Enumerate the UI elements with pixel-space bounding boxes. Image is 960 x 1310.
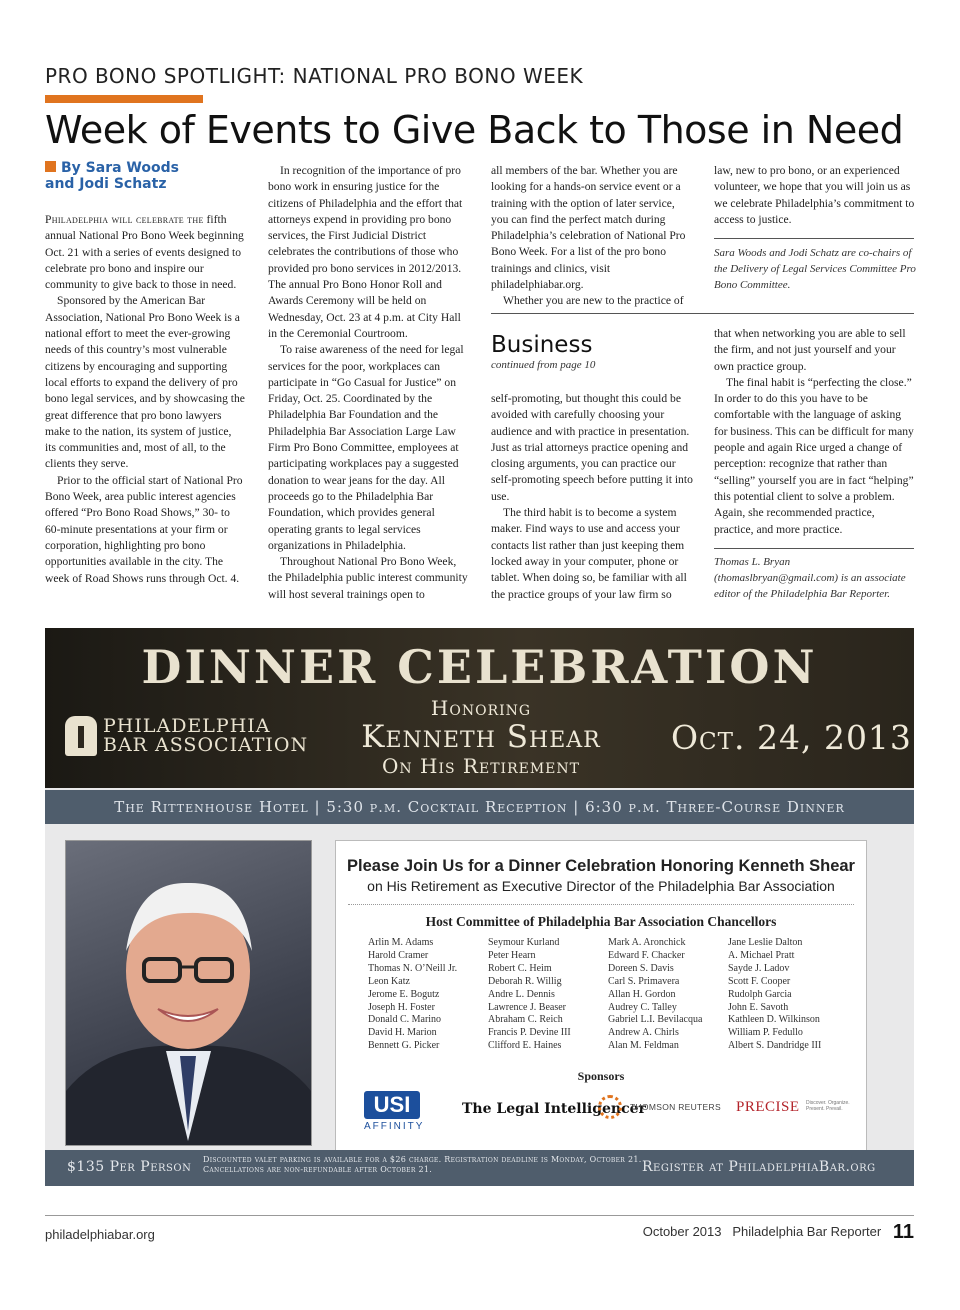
- honoree-name: Kenneth Shear: [361, 719, 601, 755]
- committee-member: Deborah R. Willig: [488, 975, 562, 987]
- logo-line-1: PHILADELPHIA: [103, 715, 271, 737]
- author-note: Thomas L. Bryan (thomaslbryan@gmail.com) is an associate editor of the Philadelphia Bar Reporter.: [714, 556, 906, 600]
- lead-in-caps: Philadelphia will celebrate the: [45, 213, 204, 226]
- footer-issue-date: October 2013: [642, 1224, 722, 1239]
- committee-member: Abraham C. Reich: [488, 1014, 563, 1026]
- sponsors-title: Sponsors: [577, 1069, 625, 1083]
- paragraph: To raise awareness of the need for legal services for the poor, workplaces can participate in “Go Casual for Justice” on Friday, Oct. 25. Coordinated by the Philadelphia Bar Foundation and the Philadelphia Bar Association Large Law Firm Pro Bono Committee, employees at participating workplaces pay a suggested donation to wear jeans for the day. All proceeds go to the Philadelphia Bar Foundation, which provides general operating grants to legal services organizations in Philadelphia.: [268, 343, 464, 552]
- liberty-bell-icon: [65, 716, 97, 756]
- committee-member: Bennett G. Picker: [368, 1040, 440, 1052]
- event-details-strip: The Rittenhouse Hotel | 5:30 p.m. Cocktail Reception | 6:30 p.m. Three-Course Dinner: [45, 790, 914, 824]
- committee-member: Clifford E. Haines: [488, 1040, 562, 1052]
- host-committee-names: [368, 937, 848, 1053]
- committee-member: Seymour Kurland: [488, 937, 560, 948]
- continued-note: continued from page 10: [491, 359, 596, 371]
- precise-logo: PRECISE: [736, 1099, 800, 1115]
- name-column: [488, 937, 608, 1053]
- section-divider: [491, 313, 914, 314]
- ad-footer-bar: [45, 1150, 914, 1186]
- divider: [714, 548, 914, 549]
- byline-line-2: and Jodi Schatz: [45, 176, 167, 192]
- honoree-block: [341, 696, 621, 778]
- article-column-3: [491, 163, 694, 310]
- footer-issue-info: [643, 1221, 914, 1244]
- kicker-accent-bar: [45, 95, 203, 103]
- fine-print: Discounted valet parking is available for a $26 charge. Registration deadline is Monday, October 21. Cancellations are non-refundable after October 21.: [203, 1155, 642, 1174]
- paragraph-text: fifth annual National Pro Bono Week beginning Oct. 21 with a series of events designed to celebrate pro bono and inspire our community to give back to those in need.: [45, 213, 244, 292]
- divider: [714, 238, 914, 239]
- committee-member: Jane Leslie Dalton: [728, 937, 803, 948]
- usi-affinity-logo: [364, 1091, 426, 1132]
- committee-member: Audrey C. Talley: [608, 1001, 677, 1013]
- committee-member: Scott F. Cooper: [728, 975, 791, 987]
- committee-member: John E. Savoth: [728, 1001, 789, 1013]
- committee-member: A. Michael Pratt: [728, 949, 795, 961]
- bar-association-logo: [65, 716, 308, 756]
- committee-member: Rudolph Garcia: [728, 988, 792, 1000]
- footer-publication: Philadelphia Bar Reporter: [732, 1224, 882, 1239]
- committee-member: Allan H. Gordon: [608, 988, 676, 1000]
- committee-member: Arlin M. Adams: [368, 937, 434, 948]
- paragraph: Throughout National Pro Bono Week, the Philadelphia public interest community will host several trainings open to: [268, 555, 468, 601]
- retirement-label: On His Retirement: [382, 754, 580, 778]
- ticket-price: $135 Per Person: [67, 1159, 192, 1175]
- committee-member: Thomas N. O’Neill Jr.: [368, 962, 458, 974]
- author-note: Sara Woods and Jodi Schatz are co-chairs of the Delivery of Legal Services Committee Pro Bono Committee.: [714, 247, 916, 291]
- byline: [45, 160, 179, 192]
- dinner-celebration-ad: [45, 628, 914, 1186]
- headline: Week of Events to Give Back to Those in Need: [45, 108, 904, 152]
- committee-member: Albert S. Dandridge III: [728, 1040, 822, 1052]
- committee-member: Carl S. Primavera: [608, 975, 680, 987]
- committee-member: Andre L. Dennis: [488, 988, 555, 1000]
- paragraph: [45, 212, 245, 293]
- legal-intelligencer-logo: The Legal Intelligencer: [462, 1101, 646, 1117]
- honoring-label: Honoring: [430, 696, 532, 720]
- register-link[interactable]: Register at PhiladelphiaBar.org: [642, 1159, 876, 1175]
- footer-site[interactable]: philadelphiabar.org: [45, 1227, 155, 1242]
- committee-member: Kathleen D. Wilkinson: [728, 1014, 820, 1026]
- paragraph: Whether you are new to the practice of: [503, 294, 684, 308]
- committee-member: Sayde J. Ladov: [728, 962, 790, 974]
- paragraph: law, new to pro bono, or an experienced volunteer, we hope that you will join us as we celebrate Philadelphia’s commitment to access to justice.: [714, 164, 915, 226]
- paragraph: that when networking you are able to sell the firm, and not just yourself and your own practice group.: [714, 327, 906, 373]
- section-title-business: Business: [491, 332, 593, 358]
- committee-member: Andrew A. Chirls: [608, 1027, 679, 1039]
- paragraph: In recognition of the importance of pro bono work in ensuring justice for the citizens of Philadelphia and the effort that attorneys expend in providing pro bono services, the First Judicial District celebrates the contributions of those who provided pro bono services in 2012/2013. The annual Pro Bono Honor Roll and Awards Ceremony will be held on Wednesday, Oct. 23 at 4 p.m. at City Hall in the Ceremonial Courtroom.: [268, 164, 463, 340]
- committee-member: Gabriel L.I. Bevilacqua: [608, 1014, 703, 1026]
- name-column: [608, 937, 728, 1053]
- committee-member: Donald C. Marino: [368, 1014, 442, 1026]
- committee-member: David H. Marion: [368, 1027, 437, 1039]
- committee-member: Alan M. Feldman: [608, 1040, 679, 1052]
- committee-member: Peter Hearn: [488, 949, 536, 961]
- committee-member: Joseph H. Foster: [368, 1001, 435, 1013]
- committee-member: Edward F. Chacker: [608, 949, 685, 961]
- article-column-2: [268, 163, 471, 603]
- business-column-2: [714, 326, 916, 538]
- paragraph: self-promoting, but thought this could be avoided with carefully choosing your audience and with practice in presentation. Just as trial attorneys practice opening and closing arguments, you can practice our self-promoting speech before putting it into use.: [491, 392, 693, 503]
- byline-square-icon: [45, 161, 56, 172]
- paragraph: Prior to the official start of National Pro Bono Week, area public interest agencies offered “Pro Bono Road Shows,” 30- to 60-minute presentations at your firm or corporation, highlighting pro bono opportunities available in the city. The week of Road Shows runs through Oct. 4.: [45, 473, 243, 585]
- host-committee-title: Host Committee of Philadelphia Bar Association Chancellors: [425, 914, 777, 929]
- paragraph: The final habit is “perfecting the close.” In order to do this you have to be comfortable with the language of asking for business. This can be difficult for many people and again Rice urged a change of perception: recognize that rather than “selling” yourself you are in fact “helping” this potential client to solve a problem. Again, she recommended practice, practice, and more practice.: [714, 375, 914, 536]
- footer-divider: [45, 1215, 914, 1216]
- committee-member: Mark A. Aronchick: [608, 937, 686, 948]
- invitation-box: [335, 840, 867, 1154]
- section-kicker: PRO BONO SPOTLIGHT: NATIONAL PRO BONO WEEK: [45, 64, 584, 88]
- portrait-illustration: [66, 841, 311, 1145]
- name-column: [728, 937, 848, 1053]
- committee-member: Robert C. Heim: [488, 962, 552, 974]
- usi-wordmark: USI: [364, 1091, 420, 1119]
- logo-line-2: BAR ASSOCIATION: [103, 734, 309, 756]
- name-column: [368, 937, 488, 1053]
- precise-tagline: Discover. Organize. Present. Prevail.: [806, 1100, 850, 1112]
- committee-member: Lawrence J. Beaser: [488, 1001, 567, 1013]
- committee-member: William P. Fedullo: [728, 1027, 803, 1039]
- paragraph: Sponsored by the American Bar Association, National Pro Bono Week is a national effort to meet the ever-growing needs of this country’s most vulnerable citizens by encouraging and supporting local efforts to expand the delivery of pro bono legal services, and by showcasing the great difference that pro bono lawyers make to the nation, its system of justice, its communities and, most of all, to the clients they serve.: [45, 294, 245, 471]
- invite-line-2: on His Retirement as Executive Director of the Philadelphia Bar Association: [367, 878, 835, 894]
- ad-title: DINNER CELEBRATION: [141, 640, 818, 694]
- invite-line-1: Please Join Us for a Dinner Celebration Honoring Kenneth Shear: [347, 857, 855, 875]
- page-number: 11: [892, 1221, 914, 1243]
- ad-banner: [45, 628, 914, 788]
- committee-member: Jerome E. Bogutz: [368, 988, 440, 1000]
- paragraph: The third habit is to become a system maker. Find ways to use and access your contacts list rather than just keeping them locked away in your computer, phone or tablet. When doing so, be familiar with all the practice groups of your law firm so: [491, 506, 687, 601]
- usi-subtitle: AFFINITY: [364, 1121, 425, 1132]
- honoree-photo: [65, 840, 312, 1146]
- committee-member: Doreen S. Davis: [608, 962, 674, 974]
- event-date: Oct. 24, 2013: [671, 718, 912, 757]
- paragraph: all members of the bar. Whether you are looking for a hands-on service event or a training with the option of later service, you can find the perfect match during Philadelphia’s celebration of National Pro Bono Week. For a list of the pro bono trainings and clinics, visit philadelphiabar.org.: [491, 164, 686, 292]
- sponsor-logos: [336, 1087, 866, 1141]
- committee-member: Francis P. Devine III: [488, 1027, 571, 1039]
- committee-member: Leon Katz: [368, 975, 410, 987]
- thomson-reuters-logo: [598, 1095, 721, 1119]
- thomson-reuters-icon: [598, 1095, 622, 1119]
- dotted-divider: [348, 904, 854, 905]
- business-column-1: [491, 391, 694, 603]
- article-column-4: [714, 163, 916, 228]
- thomson-reuters-wordmark: THOMSON REUTERS: [630, 1102, 721, 1112]
- article-column-1: [45, 212, 245, 587]
- committee-member: Harold Cramer: [368, 949, 429, 961]
- byline-line-1: By Sara Woods: [61, 160, 179, 176]
